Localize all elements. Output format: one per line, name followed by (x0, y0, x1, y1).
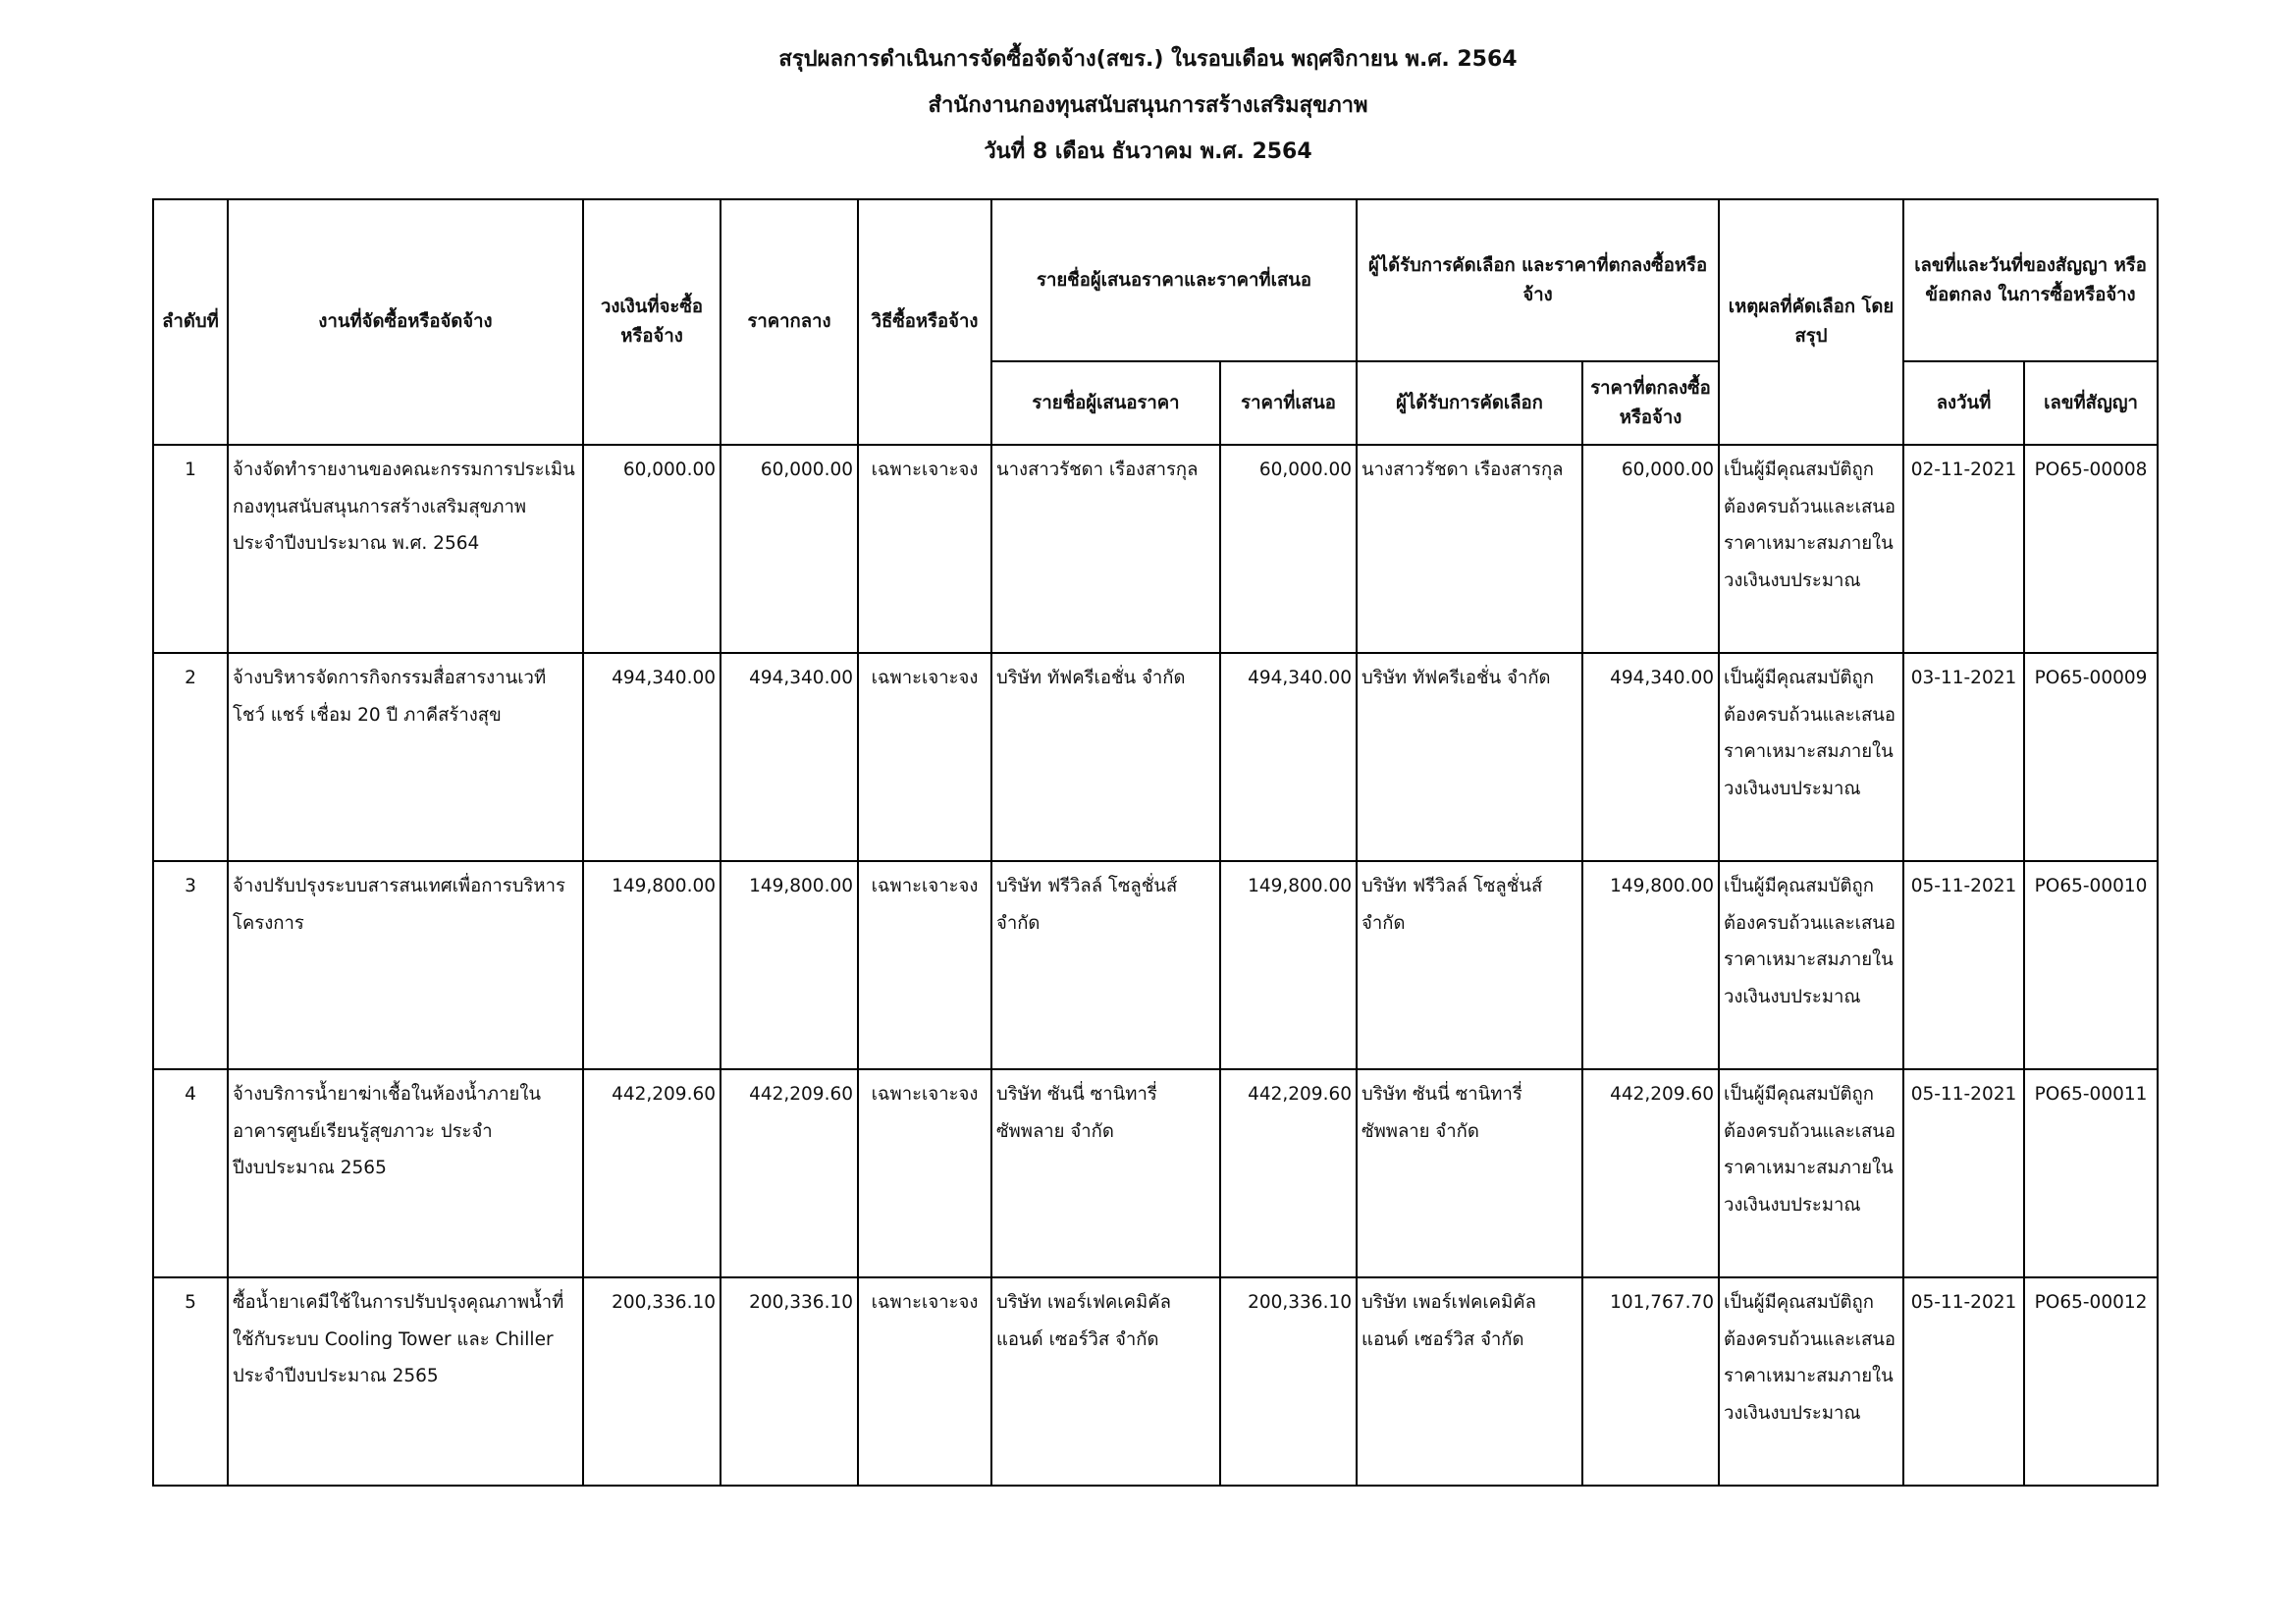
procurement-table (152, 198, 2159, 1487)
col-header-budget: วงเงินที่จะซื้อหรือจ้าง (583, 199, 721, 445)
cell-reason: เป็นผู้มีคุณสมบัติถูกต้องครบถ้วนและเสนอราคาเหมาะสมภายในวงเงินงบประมาณ (1719, 1277, 1903, 1486)
header-row-top (153, 199, 2158, 361)
cell-bidder: บริษัท ซันนี่ ซานิทารี่ ซัพพลาย จำกัด (991, 1069, 1220, 1277)
cell-seq: 2 (153, 653, 228, 861)
cell-median-price: 494,340.00 (721, 653, 858, 861)
cell-median-price: 442,209.60 (721, 1069, 858, 1277)
col-header-bidders-group: รายชื่อผู้เสนอราคาและราคาที่เสนอ (991, 199, 1357, 361)
cell-bid-price: 494,340.00 (1220, 653, 1357, 861)
col-header-work: งานที่จัดซื้อหรือจัดจ้าง (228, 199, 583, 445)
col-header-selected-name: ผู้ได้รับการคัดเลือก (1357, 361, 1582, 445)
cell-budget: 442,209.60 (583, 1069, 721, 1277)
cell-median-price: 200,336.10 (721, 1277, 858, 1486)
cell-method: เฉพาะเจาะจง (858, 1277, 991, 1486)
cell-contract-date: 05-11-2021 (1903, 1069, 2024, 1277)
cell-contract-date: 05-11-2021 (1903, 861, 2024, 1069)
cell-work: ซื้อน้ำยาเคมีใช้ในการปรับปรุงคุณภาพน้ำที่ใช้กับระบบ Cooling Tower และ Chiller ประจำปีงบประมาณ 2565 (228, 1277, 583, 1486)
cell-seq: 3 (153, 861, 228, 1069)
cell-bidder: บริษัท เพอร์เฟคเคมิคัล แอนด์ เซอร์วิส จำกัด (991, 1277, 1220, 1486)
document-header (0, 41, 2296, 170)
cell-work: จ้างปรับปรุงระบบสารสนเทศเพื่อการบริหารโครงการ (228, 861, 583, 1069)
cell-selected: บริษัท ซันนี่ ซานิทารี่ ซัพพลาย จำกัด (1357, 1069, 1582, 1277)
report-title: สรุปผลการดำเนินการจัดซื้อจัดจ้าง(สขร.) ในรอบเดือน พฤศจิกายน พ.ศ. 2564 (778, 47, 1518, 72)
col-header-method: วิธีซื้อหรือจ้าง (858, 199, 991, 445)
cell-method: เฉพาะเจาะจง (858, 861, 991, 1069)
cell-bid-price: 60,000.00 (1220, 445, 1357, 653)
cell-bid-price: 200,336.10 (1220, 1277, 1357, 1486)
col-header-agreed-price: ราคาที่ตกลงซื้อหรือจ้าง (1582, 361, 1719, 445)
cell-bidder: บริษัท ทัฟครีเอชั่น จำกัด (991, 653, 1220, 861)
cell-bidder: บริษัท ฟรีวิลล์ โซลูชั่นส์ จำกัด (991, 861, 1220, 1069)
cell-seq: 5 (153, 1277, 228, 1486)
cell-work: จ้างบริการน้ำยาฆ่าเชื้อในห้องน้ำภายในอาคารศูนย์เรียนรู้สุขภาวะ ประจำปีงบประมาณ 2565 (228, 1069, 583, 1277)
cell-bid-price: 149,800.00 (1220, 861, 1357, 1069)
cell-work: จ้างบริหารจัดการกิจกรรมสื่อสารงานเวทีโชว์ แชร์ เชื่อม 20 ปี ภาคีสร้างสุข (228, 653, 583, 861)
cell-selected: บริษัท เพอร์เฟคเคมิคัล แอนด์ เซอร์วิส จำกัด (1357, 1277, 1582, 1486)
cell-selected: บริษัท ทัฟครีเอชั่น จำกัด (1357, 653, 1582, 861)
col-header-contract-no: เลขที่สัญญา (2024, 361, 2158, 445)
cell-contract-no: PO65-00009 (2024, 653, 2158, 861)
cell-budget: 149,800.00 (583, 861, 721, 1069)
col-header-bid-price: ราคาที่เสนอ (1220, 361, 1357, 445)
table-row (153, 653, 2158, 861)
table-row (153, 1277, 2158, 1486)
cell-median-price: 60,000.00 (721, 445, 858, 653)
cell-median-price: 149,800.00 (721, 861, 858, 1069)
cell-method: เฉพาะเจาะจง (858, 653, 991, 861)
cell-contract-date: 03-11-2021 (1903, 653, 2024, 861)
cell-bidder: นางสาวรัชดา เรืองสารกุล (991, 445, 1220, 653)
cell-contract-no: PO65-00008 (2024, 445, 2158, 653)
cell-contract-date: 02-11-2021 (1903, 445, 2024, 653)
cell-budget: 60,000.00 (583, 445, 721, 653)
col-header-median-price: ราคากลาง (721, 199, 858, 445)
cell-agreed-price: 494,340.00 (1582, 653, 1719, 861)
table-row (153, 445, 2158, 653)
cell-agreed-price: 442,209.60 (1582, 1069, 1719, 1277)
col-header-contract-group: เลขที่และวันที่ของสัญญา หรือข้อตกลง ในการซื้อหรือจ้าง (1903, 199, 2158, 361)
cell-seq: 1 (153, 445, 228, 653)
table-row (153, 1069, 2158, 1277)
cell-contract-date: 05-11-2021 (1903, 1277, 2024, 1486)
col-header-selected-group: ผู้ได้รับการคัดเลือก และราคาที่ตกลงซื้อหรือจ้าง (1357, 199, 1719, 361)
col-header-bidder-name: รายชื่อผู้เสนอราคา (991, 361, 1220, 445)
cell-budget: 494,340.00 (583, 653, 721, 861)
cell-selected: บริษัท ฟรีวิลล์ โซลูชั่นส์ จำกัด (1357, 861, 1582, 1069)
cell-agreed-price: 60,000.00 (1582, 445, 1719, 653)
cell-agreed-price: 101,767.70 (1582, 1277, 1719, 1486)
cell-seq: 4 (153, 1069, 228, 1277)
cell-bid-price: 442,209.60 (1220, 1069, 1357, 1277)
col-header-contract-date: ลงวันที่ (1903, 361, 2024, 445)
cell-budget: 200,336.10 (583, 1277, 721, 1486)
cell-method: เฉพาะเจาะจง (858, 1069, 991, 1277)
cell-reason: เป็นผู้มีคุณสมบัติถูกต้องครบถ้วนและเสนอราคาเหมาะสมภายในวงเงินงบประมาณ (1719, 1069, 1903, 1277)
table-row (153, 861, 2158, 1069)
cell-method: เฉพาะเจาะจง (858, 445, 991, 653)
col-header-seq: ลำดับที่ (153, 199, 228, 445)
cell-reason: เป็นผู้มีคุณสมบัติถูกต้องครบถ้วนและเสนอราคาเหมาะสมภายในวงเงินงบประมาณ (1719, 861, 1903, 1069)
report-date: วันที่ 8 เดือน ธันวาคม พ.ศ. 2564 (984, 139, 1312, 164)
cell-agreed-price: 149,800.00 (1582, 861, 1719, 1069)
cell-selected: นางสาวรัชดา เรืองสารกุล (1357, 445, 1582, 653)
cell-contract-no: PO65-00012 (2024, 1277, 2158, 1486)
cell-reason: เป็นผู้มีคุณสมบัติถูกต้องครบถ้วนและเสนอราคาเหมาะสมภายในวงเงินงบประมาณ (1719, 445, 1903, 653)
cell-contract-no: PO65-00011 (2024, 1069, 2158, 1277)
cell-reason: เป็นผู้มีคุณสมบัติถูกต้องครบถ้วนและเสนอราคาเหมาะสมภายในวงเงินงบประมาณ (1719, 653, 1903, 861)
organization-name: สำนักงานกองทุนสนับสนุนการสร้างเสริมสุขภาพ (928, 93, 1368, 118)
col-header-reason: เหตุผลที่คัดเลือก โดยสรุป (1719, 199, 1903, 445)
cell-work: จ้างจัดทำรายงานของคณะกรรมการประเมินกองทุนสนับสนุนการสร้างเสริมสุขภาพ ประจำปีงบประมาณ พ.ศ. 2564 (228, 445, 583, 653)
cell-contract-no: PO65-00010 (2024, 861, 2158, 1069)
